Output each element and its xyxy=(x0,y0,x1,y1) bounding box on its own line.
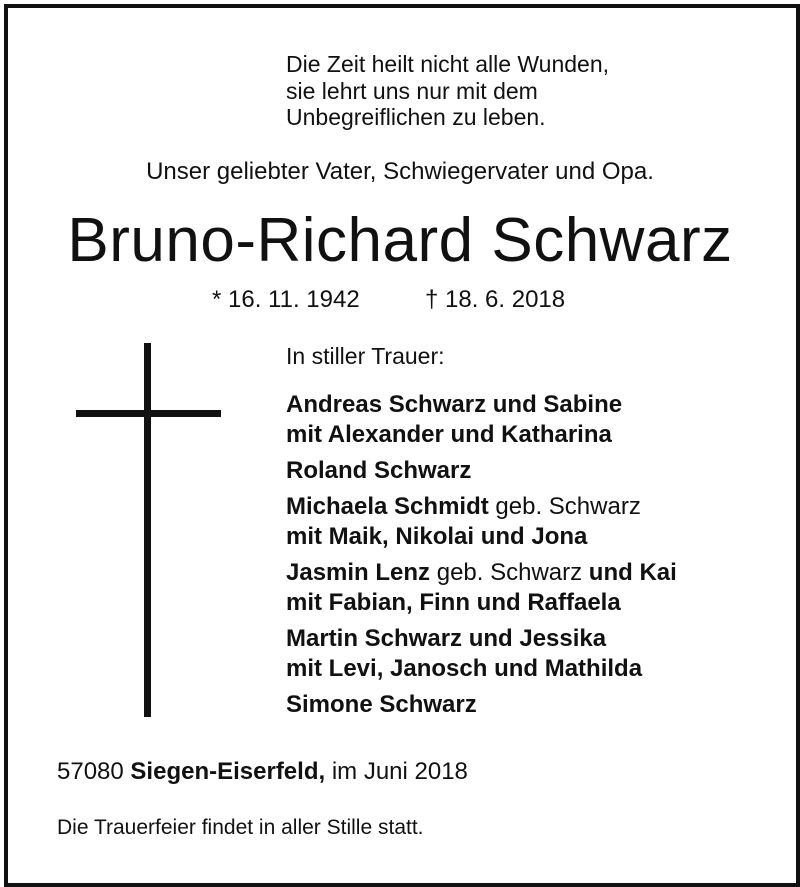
birth-date: * 16. 11. 1942 xyxy=(212,286,360,313)
family-line xyxy=(286,558,677,588)
family-line: Martin Schwarz und Jessika xyxy=(286,625,607,652)
family-line: mit Levi, Janosch und Mathilda xyxy=(286,655,643,682)
funeral-note: Die Trauerfeier findet in aller Stille statt. xyxy=(57,816,424,839)
cross-icon-horizontal xyxy=(76,410,221,417)
death-date: † 18. 6. 2018 xyxy=(425,286,566,313)
cross-icon-vertical xyxy=(144,343,151,717)
family-entry xyxy=(286,690,677,720)
quote-line: sie lehrt uns nur mit dem xyxy=(286,77,538,104)
place-date-line xyxy=(57,758,468,786)
deceased-name: Bruno-Richard Schwarz xyxy=(67,206,733,275)
notice-date: im Juni 2018 xyxy=(331,758,468,785)
maiden-name: geb. Schwarz xyxy=(495,493,641,520)
family-line: mit Maik, Nikolai und Jona xyxy=(286,523,588,550)
family-name: Michaela Schmidt xyxy=(286,493,489,520)
quote-line: Die Zeit heilt nicht alle Wunden, xyxy=(286,51,610,77)
mourning-label: In stiller Trauer: xyxy=(286,343,445,369)
family-name: Jasmin Lenz xyxy=(286,559,431,586)
family-entry xyxy=(286,558,677,618)
city-name: Siegen-Eiserfeld, xyxy=(130,758,326,785)
family-line: mit Fabian, Finn und Raffaela xyxy=(286,589,621,616)
postal-code: 57080 xyxy=(57,758,124,785)
family-name-tail: und Kai xyxy=(588,559,677,586)
quote-block xyxy=(286,51,609,131)
family-line: Andreas Schwarz und Sabine xyxy=(286,391,623,418)
family-entry xyxy=(286,492,677,552)
quote-line: Unbegreiflichen zu leben. xyxy=(286,104,546,130)
survivors-list xyxy=(286,390,677,726)
family-line: Roland Schwarz xyxy=(286,457,472,484)
intro-text: Unser geliebter Vater, Schwiegervater und Opa. xyxy=(146,158,654,185)
family-entry xyxy=(286,624,677,684)
maiden-name: geb. Schwarz xyxy=(436,559,583,586)
family-entry xyxy=(286,390,677,450)
family-line xyxy=(286,492,677,522)
family-line: Simone Schwarz xyxy=(286,691,477,718)
family-entry xyxy=(286,456,677,486)
family-line: mit Alexander und Katharina xyxy=(286,421,612,448)
